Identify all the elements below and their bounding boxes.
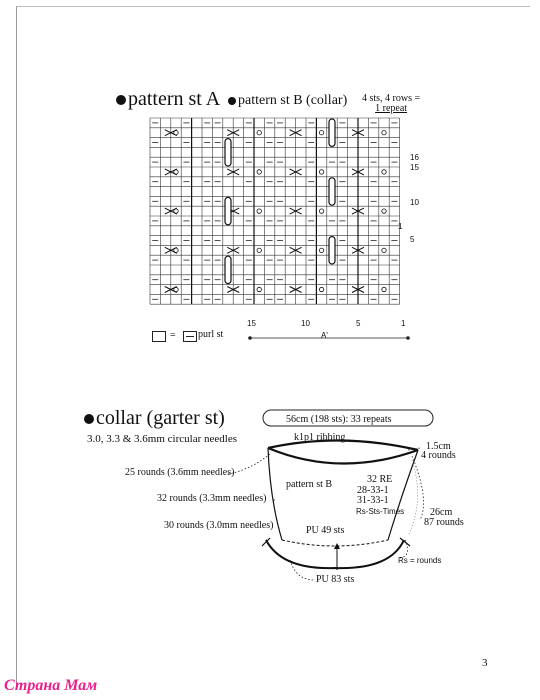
repeat-label: A' xyxy=(321,331,328,340)
row-number-16: 16 xyxy=(410,153,419,162)
bullet-icon xyxy=(84,414,94,424)
decrease-line-3: 31-33-1 xyxy=(357,495,389,506)
yarn-over-mark xyxy=(257,170,261,174)
pickup-line xyxy=(282,540,388,546)
side-height-label: 26cm xyxy=(430,507,453,518)
top-width-label: 56cm (198 sts): 33 repeats xyxy=(286,414,392,425)
side-dimension xyxy=(408,460,418,536)
yarn-over-mark xyxy=(319,170,323,174)
yarn-over-mark xyxy=(382,209,386,213)
pattern-b-title: pattern st B (collar) xyxy=(228,93,347,109)
row-number-1: 1 xyxy=(398,222,403,231)
col-number-10: 10 xyxy=(301,319,310,328)
yarn-over-mark xyxy=(174,209,178,213)
leader-line xyxy=(412,456,424,520)
yarn-over-mark xyxy=(319,131,323,135)
needles-note: 3.0, 3.3 & 3.6mm circular needles xyxy=(87,433,237,445)
col-number-1: 1 xyxy=(401,319,406,328)
yarn-over-mark xyxy=(174,248,178,252)
yarn-over-mark xyxy=(319,248,323,252)
depth-top-label: 1.5cm xyxy=(426,441,451,452)
slip-stitch-mark xyxy=(225,197,231,224)
repeat-note: 4 sts, 4 rows = 1 repeat xyxy=(362,93,421,114)
yarn-over-mark xyxy=(257,131,261,135)
legend-equals: = xyxy=(170,330,176,341)
yarn-over-mark xyxy=(174,287,178,291)
collar-right-side xyxy=(388,450,418,540)
yarn-over-mark xyxy=(382,248,386,252)
purl-symbol-icon xyxy=(183,331,197,342)
legend-label: purl st xyxy=(198,329,224,340)
yarn-over-mark xyxy=(257,209,261,213)
repeat-bracket-end xyxy=(248,336,252,340)
depth-top-rounds: 4 rounds xyxy=(421,450,456,461)
decrease-line-2: 28-33-1 xyxy=(357,485,389,496)
rounds-30-label: 30 rounds (3.0mm needles) xyxy=(164,520,274,531)
slip-stitch-mark xyxy=(329,178,335,205)
rounds-36-label: 25 rounds (3.6mm needles) xyxy=(125,467,235,478)
col-number-5: 5 xyxy=(356,319,361,328)
slip-stitch-mark xyxy=(329,237,335,264)
page-number: 3 xyxy=(482,657,488,669)
decrease-line-4: Rs-Sts-Times xyxy=(356,507,405,516)
yarn-over-mark xyxy=(257,248,261,252)
chart-grid xyxy=(150,118,403,304)
row-number-15: 15 xyxy=(410,163,419,172)
pattern-b-label: pattern st B xyxy=(286,479,333,490)
yarn-over-mark xyxy=(382,131,386,135)
collar-top-front xyxy=(268,448,418,464)
yarn-over-mark xyxy=(382,170,386,174)
collar-bottom-curve xyxy=(266,540,404,568)
ribbing-label: k1p1 ribbing xyxy=(294,432,346,443)
pickup-inner-label: PU 49 sts xyxy=(306,525,345,536)
yarn-over-mark xyxy=(174,131,178,135)
yarn-over-mark xyxy=(319,209,323,213)
slip-stitch-mark xyxy=(225,256,231,283)
rs-note: Rs = rounds xyxy=(398,556,442,565)
knit-symbol-icon xyxy=(152,331,166,342)
yarn-over-mark xyxy=(382,287,386,291)
yarn-over-mark xyxy=(257,287,261,291)
slip-stitch-mark xyxy=(329,119,335,146)
pickup-outer-label: PU 83 sts xyxy=(316,574,355,585)
slip-stitch-mark xyxy=(225,139,231,166)
repeat-bracket-end xyxy=(406,336,410,340)
row-number-5: 5 xyxy=(410,235,415,244)
collar-title: collar (garter st) xyxy=(84,407,225,430)
yarn-over-mark xyxy=(174,170,178,174)
col-number-15: 15 xyxy=(247,319,256,328)
side-rounds-label: 87 rounds xyxy=(424,517,464,528)
row-number-10: 10 xyxy=(410,198,419,207)
watermark-logo: Страна Мам xyxy=(4,677,98,694)
yarn-over-mark xyxy=(319,287,323,291)
pattern-a-title: pattern st A xyxy=(116,88,220,111)
rounds-33-label: 32 rounds (3.3mm needles) xyxy=(157,493,267,504)
decrease-line-1: 32 RE xyxy=(367,474,393,485)
